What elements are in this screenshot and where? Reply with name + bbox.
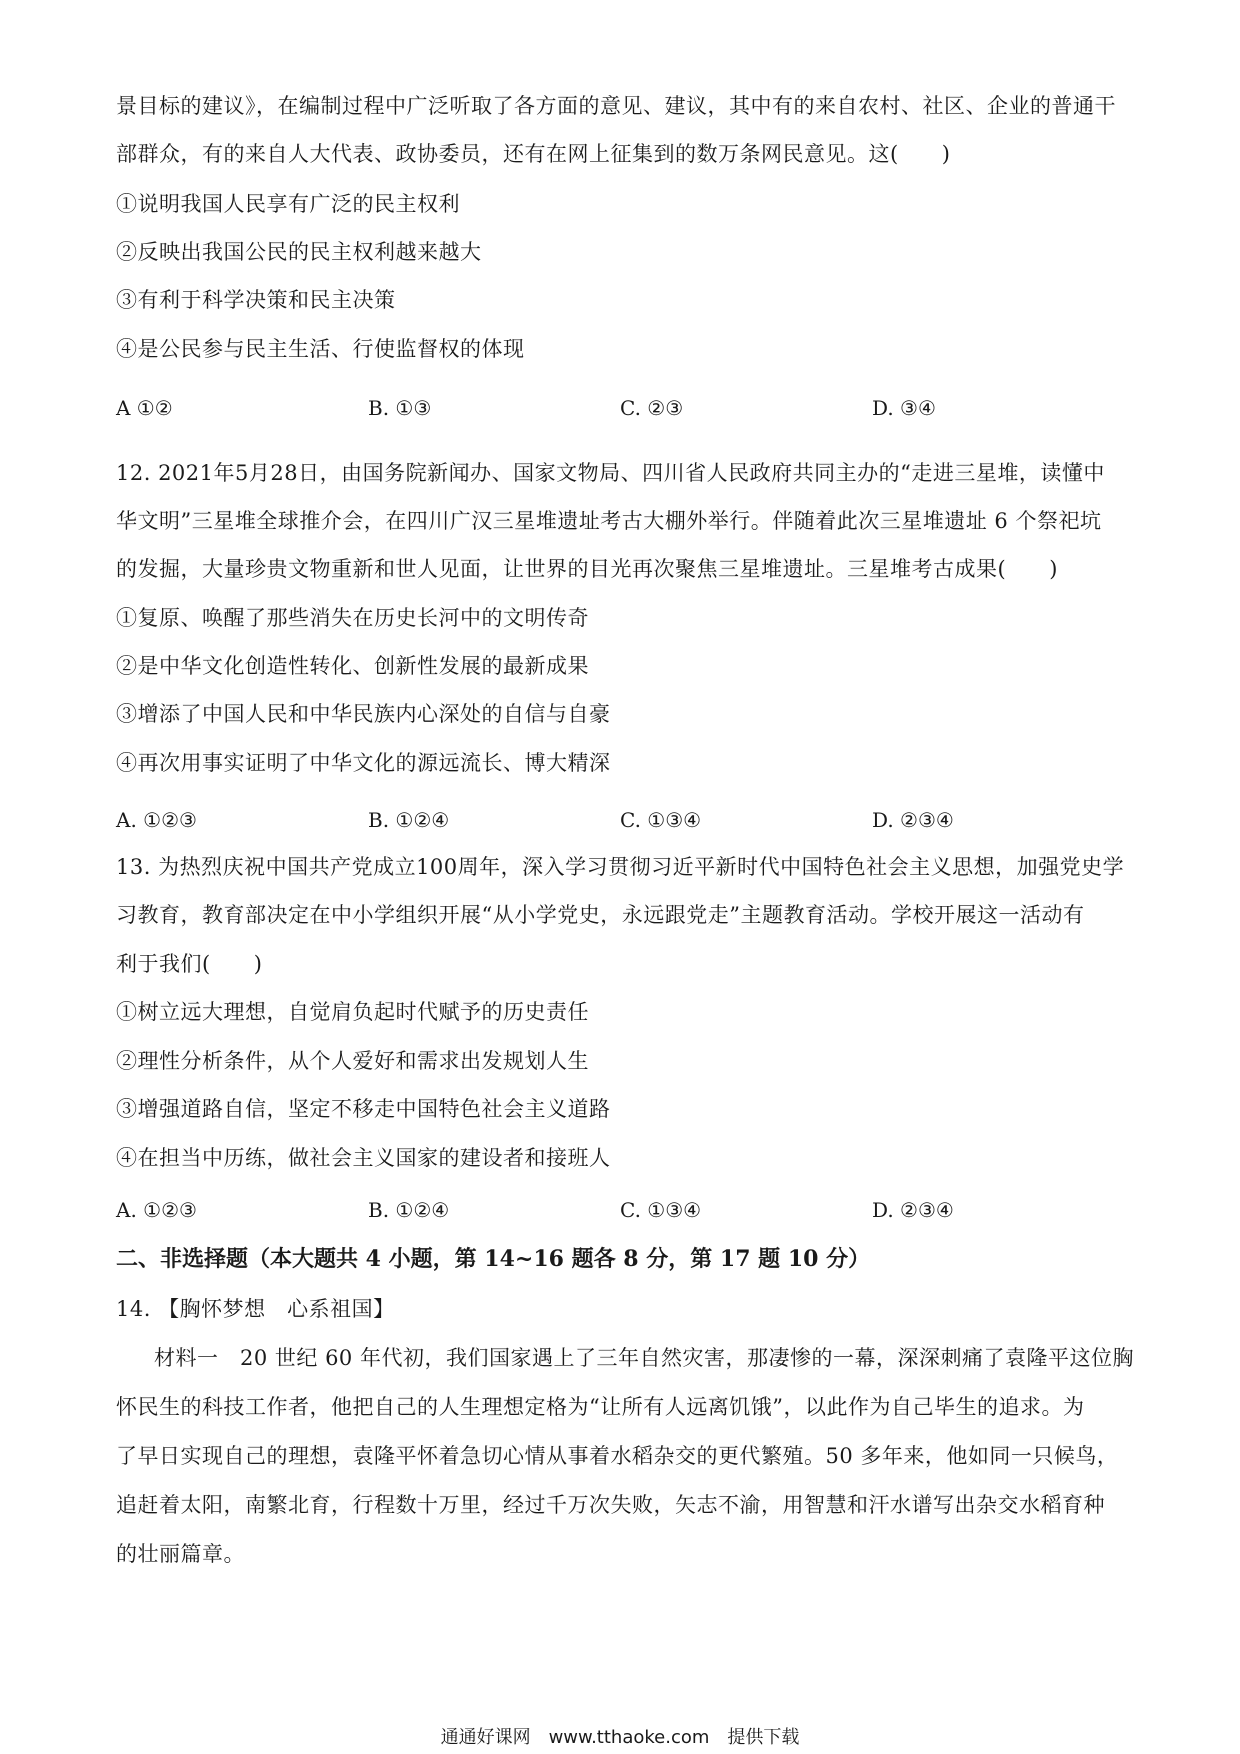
page-footer: 通通好课网 www.tthaoke.com 提供下载 [440, 1727, 800, 1748]
q13-statement-2: ②理性分析条件，从个人爱好和需求出发规划人生 [116, 1049, 589, 1073]
q12-stem-line-3: 的发掘，大量珍贵文物重新和世人见面，让世界的目光再次聚焦三星堆遗址。三星堆考古成果( ) [116, 557, 1058, 581]
q12-stem-line-2: 华文明”三星堆全球推介会，在四川广汉三星堆遗址考古大棚外举行。伴随着此次三星堆遗址 6 个祭祀坑 [116, 509, 1102, 533]
q14-material-line-3: 了早日实现自己的理想，袁隆平怀着急切心情从事着水稻杂交的更代繁殖。50 多年来，他如同一只候鸟， [116, 1444, 1119, 1468]
q14-material-line-2: 怀民生的科技工作者，他把自己的人生理想定格为“让所有人远离饥饿”，以此作为自己毕生的追求。为 [116, 1395, 1085, 1419]
q12-stem-line-1: 12. 2021年5月28日，由国务院新闻办、国家文物局、四川省人民政府共同主办的“走进三星堆，读懂中 [116, 461, 1105, 485]
q11-option-d[interactable]: D. ③④ [872, 396, 936, 420]
q13-statement-4: ④在担当中历练，做社会主义国家的建设者和接班人 [116, 1146, 611, 1170]
q14-heading: 14. 【胸怀梦想 心系祖国】 [116, 1297, 395, 1321]
q14-material-line-4: 追赶着太阳，南繁北育，行程数十万里，经过千万次失败，矢志不渝，用智慧和汗水谱写出杂交水稻育种 [116, 1493, 1105, 1517]
q11-option-c[interactable]: C. ②③ [620, 396, 684, 420]
q11-options [116, 394, 1136, 422]
q12-option-d[interactable]: D. ②③④ [872, 808, 954, 832]
q13-statement-1: ①树立远大理想，自觉肩负起时代赋予的历史责任 [116, 1000, 589, 1024]
q12-option-a[interactable]: A. ①②③ [116, 808, 197, 832]
q12-statement-2: ②是中华文化创造性转化、创新性发展的最新成果 [116, 654, 589, 678]
q13-option-d[interactable]: D. ②③④ [872, 1198, 954, 1222]
q11-stem-line-1: 景目标的建议》，在编制过程中广泛听取了各方面的意见、建议，其中有的来自农村、社区、企业的普通干 [116, 94, 1116, 118]
q12-statement-4: ④再次用事实证明了中华文化的源远流长、博大精深 [116, 751, 611, 775]
q11-statement-2: ②反映出我国公民的民主权利越来越大 [116, 240, 482, 264]
q12-statement-3: ③增添了中国人民和中华民族内心深处的自信与自豪 [116, 702, 611, 726]
q11-stem-line-2: 部群众，有的来自人大代表、政协委员，还有在网上征集到的数万条网民意见。这( ) [116, 142, 951, 166]
q13-stem-line-1: 13. 为热烈庆祝中国共产党成立100周年，深入学习贯彻习近平新时代中国特色社会主义思想，加强党史学 [116, 855, 1125, 879]
q12-options [116, 806, 1136, 834]
q13-options [116, 1196, 1136, 1224]
q11-option-a[interactable]: A ①② [116, 396, 173, 420]
q12-option-b[interactable]: B. ①②④ [368, 808, 450, 832]
q11-statement-4: ④是公民参与民主生活、行使监督权的体现 [116, 337, 525, 361]
section-2-title: 二、非选择题（本大题共 4 小题，第 14~16 题各 8 分，第 17 题 10 分） [116, 1246, 871, 1272]
q14-material-line-1: 材料一 20 世纪 60 年代初，我们国家遇上了三年自然灾害，那凄惨的一幕，深深刺痛了袁隆平这位胸 [154, 1346, 1134, 1370]
q11-option-b[interactable]: B. ①③ [368, 396, 432, 420]
q11-statement-3: ③有利于科学决策和民主决策 [116, 288, 396, 312]
q13-option-b[interactable]: B. ①②④ [368, 1198, 450, 1222]
q12-option-c[interactable]: C. ①③④ [620, 808, 702, 832]
q11-statement-1: ①说明我国人民享有广泛的民主权利 [116, 192, 460, 216]
q13-stem-line-3: 利于我们( ) [116, 952, 263, 976]
q13-option-a[interactable]: A. ①②③ [116, 1198, 197, 1222]
q12-statement-1: ①复原、唤醒了那些消失在历史长河中的文明传奇 [116, 606, 589, 630]
q13-option-c[interactable]: C. ①③④ [620, 1198, 702, 1222]
q13-statement-3: ③增强道路自信，坚定不移走中国特色社会主义道路 [116, 1097, 611, 1121]
q13-stem-line-2: 习教育，教育部决定在中小学组织开展“从小学党史，永远跟党走”主题教育活动。学校开展这一活动有 [116, 903, 1085, 927]
q14-material-line-5: 的壮丽篇章。 [116, 1542, 245, 1566]
